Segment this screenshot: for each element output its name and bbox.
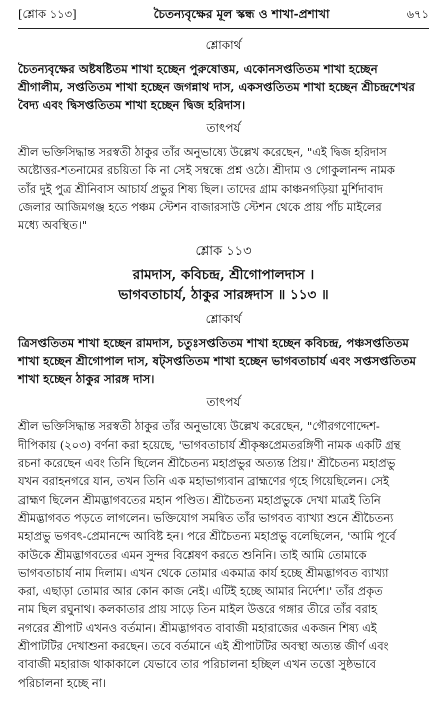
text-line: শাখা হচ্ছেন শ্রীগোপাল দাস, ষট্সপ্ততিতম শাখা হচ্ছেন ভাগবতাচার্য এবং সপ্তসপ্ততিতম [18,354,416,369]
text-line: দীপিকায় (২০৩) বর্ণনা করা হয়েছে, 'ভাগবতাচার্য শ্রীকৃষ্ণপ্রেমতরঙ্গিণী নামক একটি গ্রন্থ [18,437,401,452]
text-line: মধ্যে অবস্থিত।" [18,218,88,233]
text-line: নগরের শ্রীপাট এখনও বর্তমান। শ্রীমদ্ভাগবত বাবাজী মহারাজের একজন শিষ্য এই [18,620,377,635]
purport-paragraph [18,417,429,691]
text-line: ভাগবতাচার্য নাম দিলাম। এখন থেকে তোমার একমাত্র কার্য হচ্ছে শ্রীমদ্ভাগবত ব্যাখ্যা [18,565,389,580]
text-line: মহাপ্রভু ভগবৎ-প্রেমানন্দে আবিষ্ট হন। পরে শ্রীচৈতন্য মহাপ্রভু বলেছিলেন, 'আমি পূর্বে [18,529,396,544]
text-line: নাম ছিল রঘুনাথ। কলকাতার প্রায় সাড়ে তিন মাইল উত্তরে গঙ্গার তীরে তাঁর বরাহ [18,602,378,617]
purport-paragraph [18,143,429,234]
text-line: শ্রীগালীম, সপ্ততিতম শাখা হচ্ছেন জগন্নাথ দাস, একসপ্ততিতম শাখা হচ্ছেন শ্রীচন্দ্রশেখর [18,80,415,94]
text-line: বৈদ্য এবং দ্বিসপ্ততিতম শাখা হচ্ছেন দ্বিজ হরিদাস। [18,98,246,112]
text-line: ত্রিসপ্ততিতম শাখা হচ্ছেন রামদাস, চতুঃসপ্ততিতম শাখা হচ্ছেন কবিচন্দ্র, পঞ্চসপ্ততিতম [18,336,409,351]
text-line: শ্রীল ভক্তিসিদ্ধান্ত সরস্বতী ঠাকুর তাঁর অনুভাষ্যে উল্লেখ করেছেন, "এই দ্বিজ হরিদাস [18,145,387,159]
verse-text [18,265,429,305]
header-chapter-title: চৈতন্যবৃক্ষের মূল স্কন্ধ ও শাখা-প্রশাখা [153,7,330,21]
translation-paragraph [18,60,429,114]
text-line: বাবাজী মহারাজ থাকাকালে যেভাবে তার পরিচালনা হচ্ছিল এখন তত্তো সুষ্ঠভাবে [18,657,376,672]
purport-heading: তাৎপর্য [206,121,241,135]
verse-number: শ্লোক ১১৩ [195,244,252,260]
text-line: শ্রীমদ্ভাগবত পড়তে লাগলেন। ভক্তিযোগ সমন্বিত তাঁর ভাগবত ব্যাখ্যা শুনে শ্রীচৈতন্য [18,510,394,525]
translation-paragraph [18,334,429,388]
header-verse-ref: [শ্লোক ১১৩] [18,7,77,21]
verse-line: রামদাস, কবিচন্দ্র, শ্রীগোপালদাস । [132,267,315,284]
text-line: তাঁর দুই পুত্র শ্রীনিবাস আচার্য প্রভুর শিষ্য ছিল। তাদের গ্রাম কাঞ্চনগড়িয়া মুর্শিদাবাদ [18,181,383,196]
purport-heading: তাৎপর্য [206,395,241,410]
text-line: কাউকে শ্রীমদ্ভাগবতের এমন সুন্দর বিশ্লেষণ করতে শুনিনি। তাই আমি তোমাকে [18,547,367,562]
verse-line: ভাগবতাচার্য, ঠাকুর সারঙ্গদাস ॥ ১১৩ ॥ [118,287,329,304]
page-header [18,6,429,28]
text-line: করা, এছাড়া তোমার আর কোন কাজ নেই। এটিই হচ্ছে আমার নির্দেশ।' তাঁর প্রকৃত [18,584,383,599]
header-rule [18,28,429,29]
page-number: ৬৭১ [406,7,429,21]
text-line: যখন বরাহনগরে যান, তখন তিনি এক মহাভাগ্যবান ব্রাহ্মণের গৃহে গিয়েছিলেন। সেই [18,474,389,489]
translation-heading: শ্লোকার্থ [205,38,242,52]
text-line: ব্রাহ্মণ ছিলেন শ্রীমদ্ভাগবতের মহান পণ্ডিত। শ্রীচৈতন্য মহাপ্রভুকে দেখা মাত্রই তিনি [18,492,381,507]
text-line: অষ্টোত্তর-শতনামের রচয়িতা কি না সেই সম্বন্ধে প্রশ্ন ওঠে। শ্রীদাম ও গোকুলানন্দ নামক [18,163,395,178]
text-line: জেলার আজিমগঞ্জ হতে পঞ্চম স্টেশন বাজারসাউ স্টেশন থেকে প্রায় পাঁচ মাইলের [18,199,382,214]
text-line: রচনা করেছেন এবং তিনি ছিলেন শ্রীচৈতন্য মহাপ্রভুর অত্যন্ত প্রিয়।' শ্রীচৈতন্য মহাপ্রভু [18,456,396,471]
text-line: পরিচালনা হচ্ছে না। [18,675,107,690]
text-line: শ্রীল ভক্তিসিদ্ধান্ত সরস্বতী ঠাকুর তাঁর অনুভাষ্যে উল্লেখ করেছেন, "গৌরগণোদ্দেশ- [18,419,380,434]
text-line: শ্রীপাটটির দেখাশুনা করছেন। তবে বর্তমানে এই শ্রীপাটটির অবস্থা অত্যন্ত জীর্ণ এবং [18,639,389,654]
text-line: চৈতন্যবৃক্ষের অষ্টষষ্টিতম শাখা হচ্ছেন পুরুষোত্তম, একোনসপ্ততিতম শাখা হচ্ছেন [18,62,378,76]
text-line: শাখা হচ্ছেন ঠাকুর সারঙ্গ দাস। [18,372,155,387]
translation-heading: শ্লোকার্থ [205,312,242,327]
